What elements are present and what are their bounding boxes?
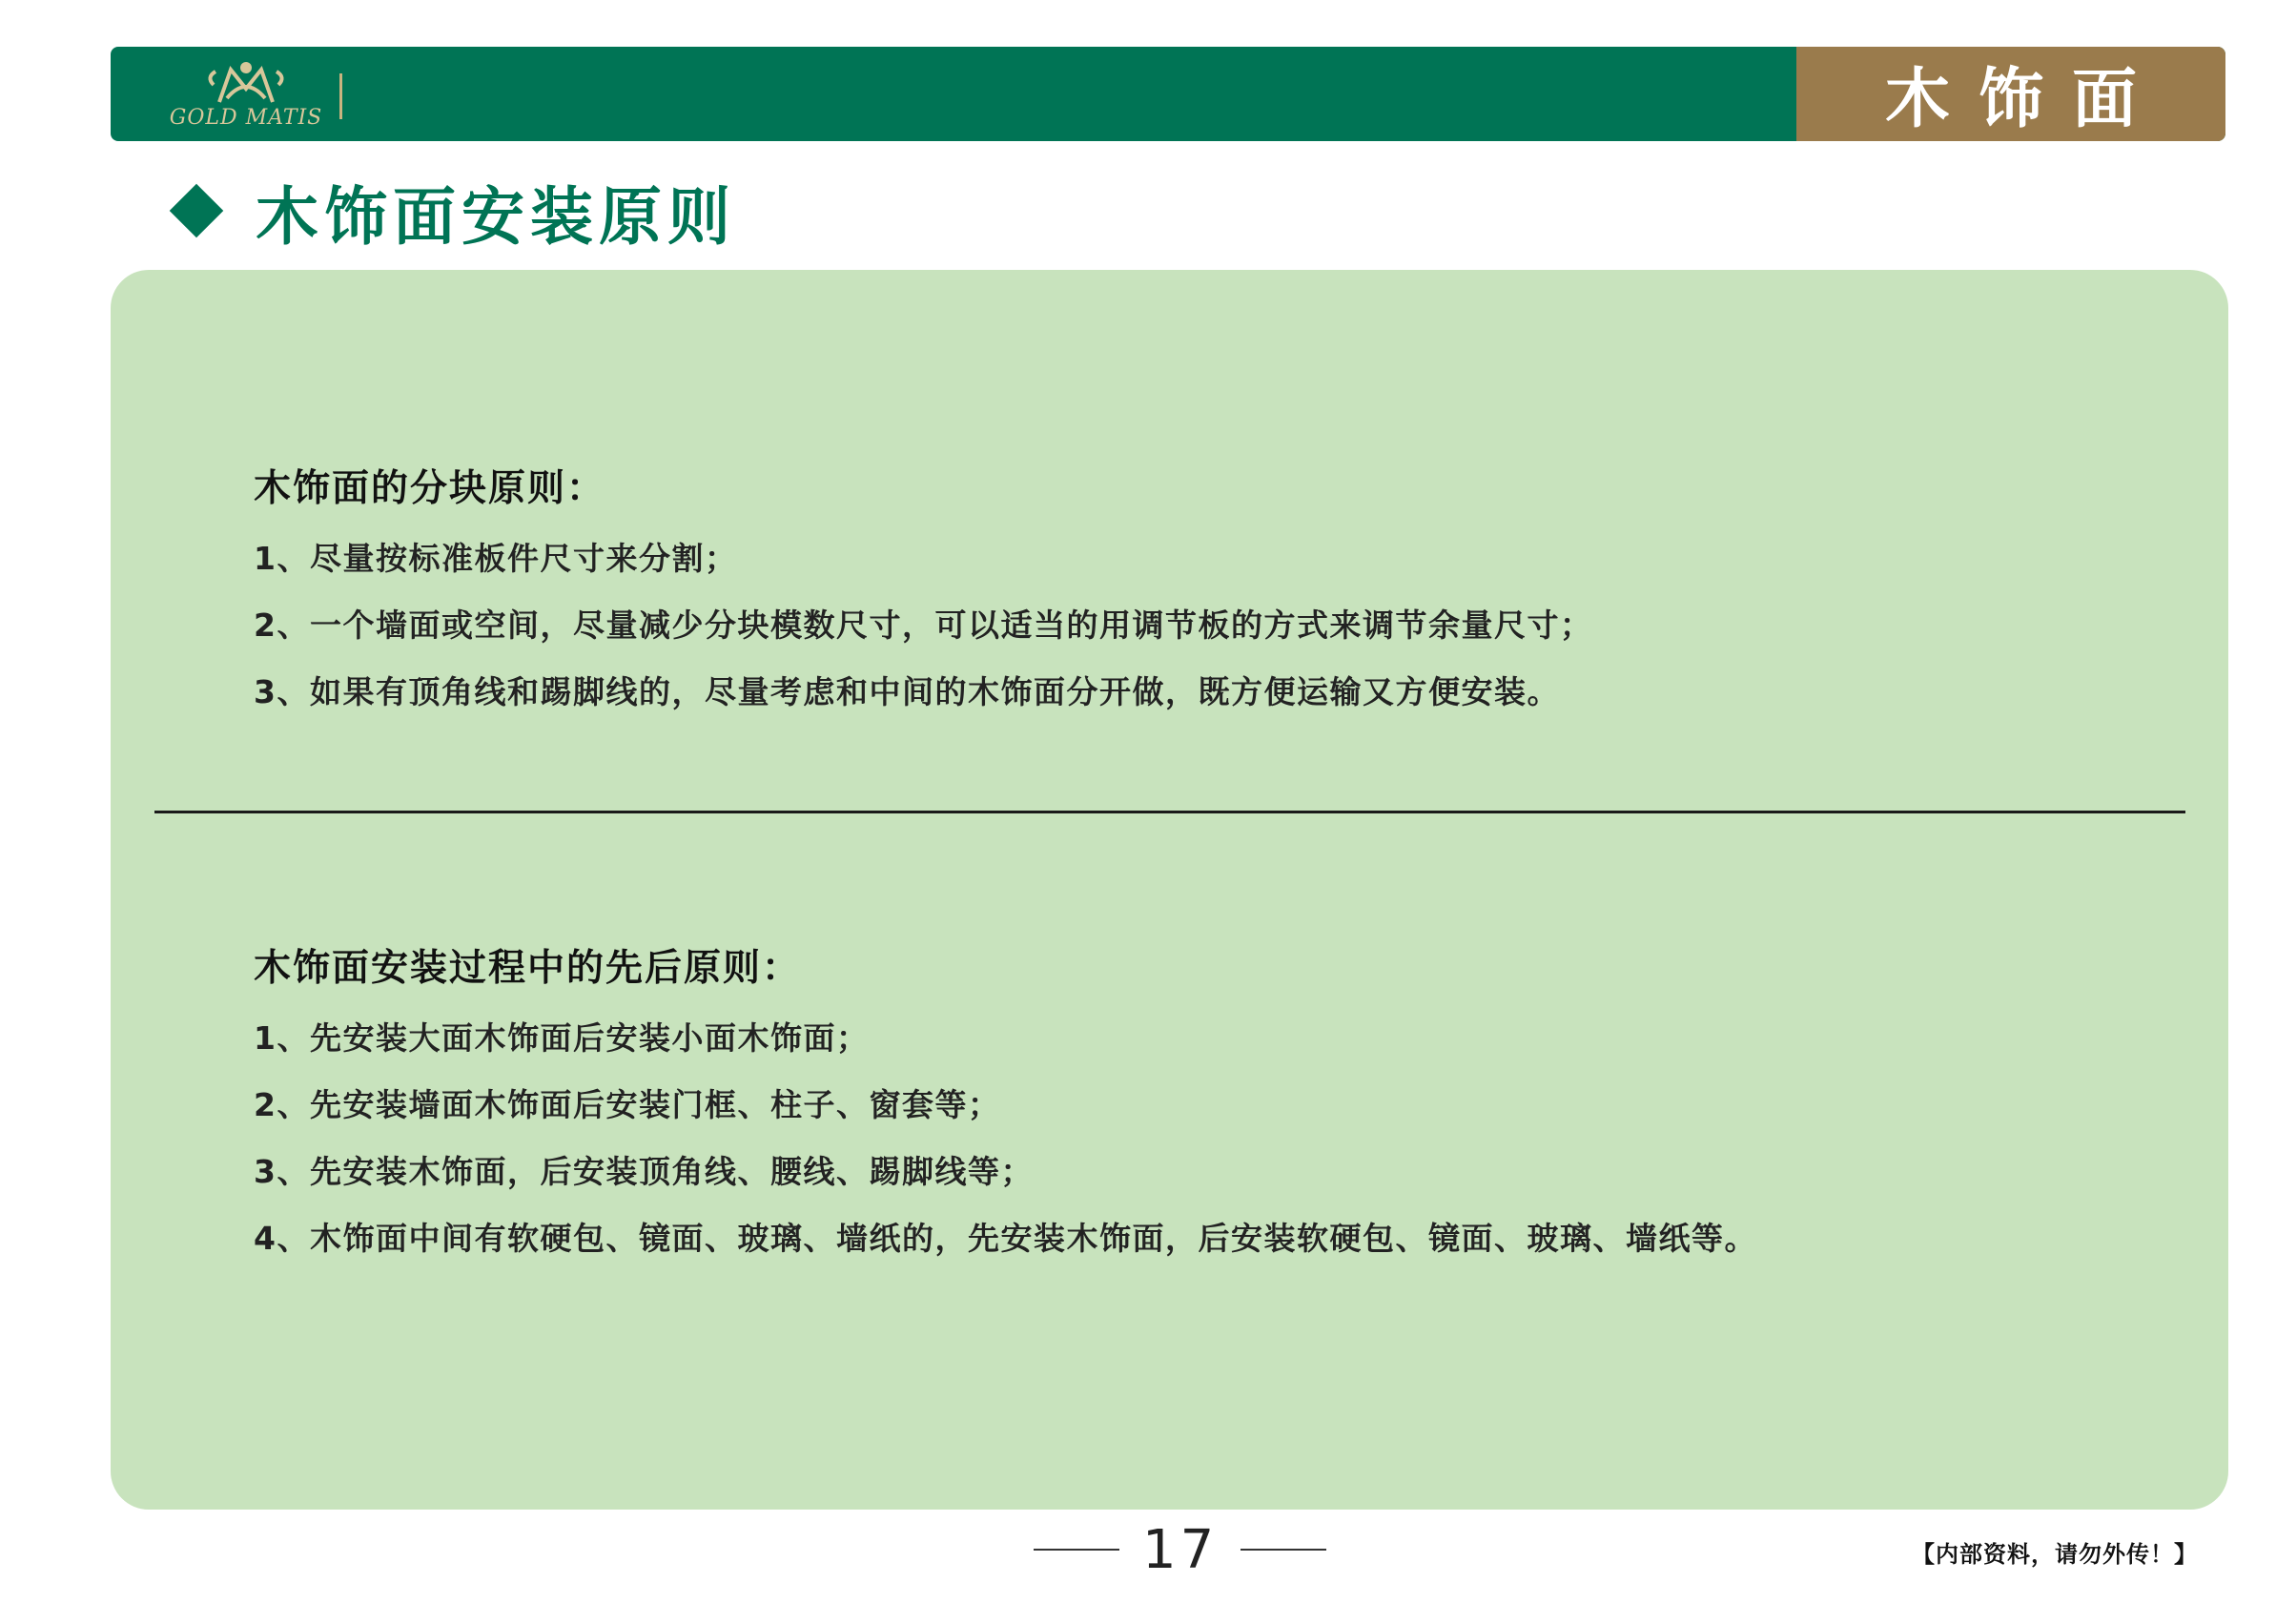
- header-bar: [111, 47, 2225, 141]
- list-item: 1、先安装大面木饰面后安装小面木饰面；: [254, 1019, 870, 1057]
- list-item: 3、先安装木饰面，后安装顶角线、腰线、踢脚线等；: [254, 1153, 1034, 1190]
- block-split-principles: [254, 459, 1592, 726]
- brand-logo: [160, 56, 332, 133]
- confidential-note: 【内部资料，请勿外传！】: [1912, 1541, 2198, 1568]
- list-item: 3、如果有顶角线和踢脚线的，尽量考虑和中间的木饰面分开做，既方便运输又方便安装。: [254, 673, 1560, 710]
- page-title-row: [170, 168, 736, 254]
- content-panel: [111, 270, 2228, 1510]
- block-heading: 木饰面的分块原则：: [254, 467, 606, 510]
- logo-divider: [339, 73, 342, 119]
- logo-text: GOLD MATIS: [169, 106, 323, 130]
- page-number: 17: [1142, 1518, 1219, 1581]
- section-tab: 木饰面: [1796, 47, 2225, 141]
- list-item: 1、尽量按标准板件尺寸来分割；: [254, 540, 738, 577]
- list-item: 4、木饰面中间有软硬包、镜面、玻璃、墙纸的，先安装木饰面，后安装软硬包、镜面、玻璃、墙纸等。: [254, 1220, 1757, 1257]
- list-item: 2、先安装墙面木饰面后安装门框、柱子、窗套等；: [254, 1086, 1001, 1123]
- block-install-order: [254, 938, 1757, 1272]
- footer-rule-left: [1034, 1549, 1119, 1551]
- block-heading: 木饰面安装过程中的先后原则：: [254, 947, 802, 990]
- page-number-footer: [1034, 1516, 1326, 1583]
- list-item: 2、一个墙面或空间，尽量减少分块模数尺寸，可以适当的用调节板的方式来调节余量尺寸；: [254, 606, 1593, 644]
- footer-rule-right: [1241, 1549, 1326, 1551]
- section-divider: [154, 811, 2185, 813]
- diamond-bullet-icon: [170, 184, 224, 238]
- page-title: 木饰面安装原则: [256, 179, 736, 254]
- logo-emblem-icon: [160, 56, 332, 110]
